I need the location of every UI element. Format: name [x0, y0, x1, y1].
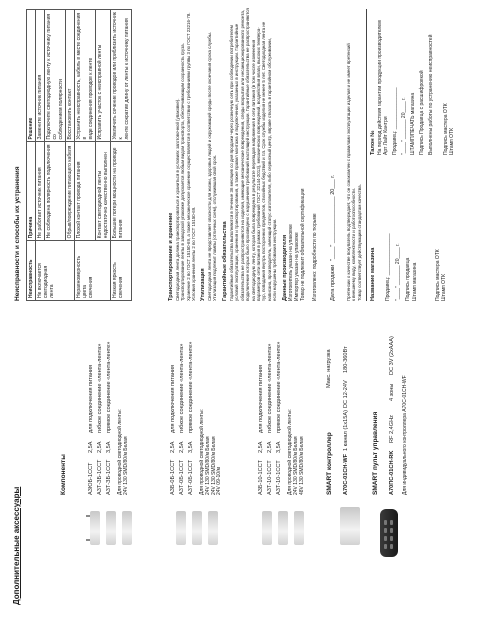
fix-cell: Увеличить сечение проводов или приблизить источник к ленте сократив длину от ленты к источнику питания: [111, 10, 132, 143]
component-current: 2,5A: [179, 441, 185, 453]
coupon-line: Продавец: _______________: [392, 87, 398, 155]
component-current: 2,5A: [267, 441, 273, 453]
smart-remote-title: SMART пульт управления: [372, 411, 379, 495]
cause-cell: Обрыв/повреждение питающего кабеля: [66, 142, 75, 241]
sale-value: "____" _______________ 20___ г.: [330, 174, 336, 261]
smart-remote-spec: DC 3V (2хAAA): [389, 336, 395, 375]
component-note: Для проводной светодиодной ленты: 24V 130 SMD/80/м Белая 48V 130 SMD/80/м Белая: [287, 409, 305, 495]
component-current: 2,5A: [258, 441, 264, 453]
cause-cell: Плохой контакт провода питания: [75, 142, 96, 241]
troubleshooting-heading: Неисправности и способы их устранения: [14, 166, 21, 301]
connector-photo: [192, 511, 202, 545]
fault-cell: Низкая яркость свечения: [111, 241, 132, 301]
cause-cell: Не работает источник питания: [36, 142, 45, 241]
coupon-line: "____" _______ 20____ г.: [401, 97, 407, 155]
accessories-heading: Дополнительные аксессуары: [12, 486, 21, 605]
component-model: A3Б-0Б-1ССТ: [170, 459, 176, 495]
component-desc: для подключения питания: [88, 364, 94, 433]
connector-photo: [208, 511, 218, 545]
otk-block: Подпись мастера ОТК Штамп ОТК: [443, 103, 455, 155]
component-model: A3Т-ЗБ-1ССТ: [106, 459, 112, 495]
manufacturer-title: Данные производителя: [282, 234, 288, 301]
warranty-title: Гарантийные обязательства: [222, 221, 228, 301]
remote-photo: [380, 509, 398, 557]
warranty-text: Гарантийные обязательства выполняются в течение 36 месяцев со дня продажи через розничную сеть при соблюдении потребителем условий эксплуатации, хранения и транспортирования, а также правил монтажа и подключения, указанных в инструкции. Гарантийные обязательства не распространяются на изделия, имеющие механические повреждения, следы вскрытия или несанкционированного ремонта, подключение которых было произведено с нарушением требований настоящей инструкции. Гарантийные обязательства не распространяются на светодиодную ленту, которая была повреждена в результате перепадов напряжения в сети питания (в том числе изменения параметров сети питания в рамках требований ГОСТ 32144-2013), механических повреждений, воздействия влаги, высоких темпера- тур, попадания внутрь посторонних предметов, стихийных бедствий и т.п. Срок службы изделия не менее 5 лет. Светодиодная лента не написана, производитель, имеющий статус изготовителя, либо сервисный центр, вправе отказать в гарантийном обслуживании, если нарушены требования инструкции.: [229, 8, 278, 301]
troubleshooting-table: [26, 9, 132, 301]
fault-cell: Не включается светодиодная лента: [36, 241, 75, 301]
storage-title: Транспортирование и хранение: [168, 212, 174, 301]
fix-cell: Восстановить контакт: [66, 10, 75, 143]
smart-remote-spec: RF 2,4GHz: [389, 415, 395, 443]
coupon-line: Подпись Продавца с расшифровкой: [419, 70, 425, 155]
coupon-title: Талон №: [370, 130, 376, 155]
coupon-line: ШТАМП/ПЕЧАТЬ магазина: [410, 92, 416, 155]
component-model: A3Т-ЗБ-1ССТ: [97, 459, 103, 495]
manufacturer-line: Товар не подлежит обязательной сертификации: [300, 188, 306, 301]
component-model: A3Т-10-1ССТ: [276, 460, 282, 495]
customer-note: Претензии о качестве покупатель подтверждает, что он ознакомлен с правилами эксплуатации изделия и не имеет претензий к внешнему виду, комплектности и работоспособности. Товар соответствует действующим стандартам качества.: [346, 43, 362, 301]
table-row: [36, 10, 45, 301]
component-current: 2,5A: [88, 441, 94, 453]
components-heading: Компоненты: [60, 454, 67, 495]
table-row: [75, 10, 96, 301]
component-desc: прямое соединение «лента-ленте»: [276, 341, 282, 433]
connector-photo: [176, 511, 186, 545]
component-desc: гибкое соединение «лента-лента»: [267, 343, 273, 433]
stamp-title: Название магазина: [370, 247, 376, 301]
table-row: [111, 10, 132, 301]
cause-cell: Большие потери мощности на проводе питания: [111, 142, 132, 241]
table-header: Решение: [27, 10, 36, 143]
smart-controller-model: A70С-01СН-WF: [343, 453, 349, 495]
seller-date: "____" _______ 20____ г.: [395, 243, 401, 301]
table-header: Неисправность: [27, 241, 36, 301]
connector-photo: [106, 511, 116, 545]
smart-controller-load-label: Макс. нагрузка: [326, 349, 332, 388]
component-note: Для проводной светодиодной ленты: 24V 130 SMD/80/м Белая: [117, 409, 129, 495]
fix-cell: Подключите светодиодную ленту к источнику питания со соблюдением полярности: [45, 10, 66, 143]
smart-controller-spec: DC 12-24V: [343, 380, 349, 408]
seller-field: Продавец: _______________: [385, 233, 391, 301]
smart-remote-note: Для индивидуального контроллера A70С-01СН-WF: [402, 375, 408, 495]
component-desc: прямое соединение «лента-ленте»: [188, 341, 194, 433]
fix-cell: Замените источник питания: [36, 10, 45, 143]
cause-cell: Не соблюдена полярность подключения: [45, 142, 66, 241]
connector-photo: [90, 511, 100, 545]
controller-photo: [340, 507, 360, 545]
component-model: A3Т-0Б-1ССТ: [188, 459, 194, 495]
fault-cell: Неравномерность цвета свечения: [75, 241, 111, 301]
cause-cell: Контакт светодиодной ленты недостаточно качественно выполнен: [96, 142, 111, 241]
table-header: Причина: [27, 142, 36, 241]
component-desc: гибкое соединение «лента-лента»: [97, 343, 103, 433]
divider: [366, 9, 367, 301]
component-current: 2,5A: [170, 441, 176, 453]
manufacturer-line: Изготовитель указан на упаковке: [288, 224, 294, 301]
connector-photo: [262, 511, 272, 545]
coupon-line: Выполнены работы по устранению неисправностей: [428, 34, 434, 155]
smart-controller-spec: 180-360Вт: [343, 346, 349, 373]
component-desc: для подключения питания: [170, 364, 176, 433]
smart-controller-spec: 1 канал (1х15А): [343, 410, 349, 451]
connector-photo: [294, 511, 304, 545]
disposal-title: Утилизация: [200, 268, 206, 301]
production-label: Изготовлено: подробности по тюрьме: [312, 213, 318, 301]
smart-remote-spec: 4 зоны: [389, 383, 395, 401]
component-current: 3,5A: [188, 441, 194, 453]
otk-block: Подпись мастера ОТК Штамп ОТК: [435, 249, 447, 301]
component-model: A3Т-0Б-1ССТ: [179, 459, 185, 495]
component-model: A3Т-10-1ССТ: [267, 460, 273, 495]
component-model: A3ЮБ-1ССТ: [88, 462, 94, 495]
seller-line: Подпись продавца: [405, 257, 411, 301]
fix-cell: Исправить участок с неисправной ленты: [96, 10, 111, 143]
component-note: Для проводной светодиодной ленты: 24V 130 SMD/80/м Белая 24V 130 SMD/80/м Белая 24V 09-10/м: [199, 409, 223, 495]
smart-remote-model: A70ПС-01СН-RK: [389, 450, 395, 495]
coupon-line: На период действия гарантии продукции производителем Арт Лайт Кантри: [377, 20, 389, 155]
sale-label: Дата продажи: [330, 264, 336, 301]
smart-controller-title: SMART контроллер: [326, 432, 333, 495]
disposal-text: Светодиодная лента не представляет опасности для жизни, здоровья людей и окружающей среды после окончания срока службы. Утилизация подлежит лампы (отличных схем), отслужившая свой срок.: [207, 31, 218, 301]
connector-photo: [278, 511, 288, 545]
component-desc: прямое соединение «лента-ленте»: [106, 341, 112, 433]
component-model: A3Б-10-1ССТ: [258, 460, 264, 495]
component-current: 2,5A: [97, 441, 103, 453]
connector-photo: [122, 511, 132, 545]
component-current: 3,5A: [276, 441, 282, 453]
component-desc: гибкое соединение «лента-лента»: [179, 343, 185, 433]
storage-text: Светодиодная лента должна транспортироваться и храниться в условиях заготовочной (упаковке). Транспортирование ленты в заводской упаковке допускается любым видом транспорта, обеспечивающим сохранность груза. Хранение 2 по ГОСТ 15150-69, а также механическое хранение осуществляется в соответствии с требованиями группы 3 по ГОСТ 23216-78. Условия хранения ленты 2 по ГОСТ 15150-69.: [175, 12, 197, 301]
component-desc: для подключения питания: [258, 364, 264, 433]
seller-line: Штамп магазина: [412, 262, 418, 301]
component-current: 3,5A: [106, 441, 112, 453]
manufacturer-line: Импортер указан на упаковке: [294, 232, 300, 301]
fix-cell: Устранить неисправность, кабель в месте соединения в виде соединения проводов к ленте: [75, 10, 96, 143]
